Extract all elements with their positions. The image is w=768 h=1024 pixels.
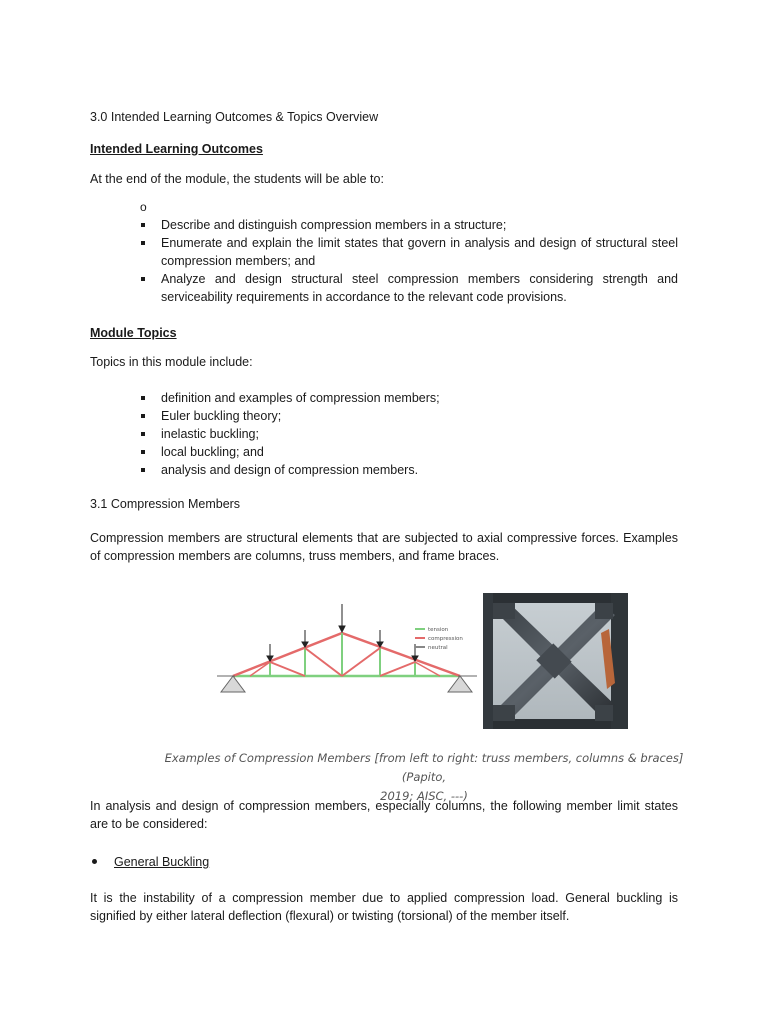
section-title: 3.0 Intended Learning Outcomes & Topics Overview [90,110,379,124]
limit-states-intro: In analysis and design of compression members, especially columns, the following member limit states are to be considered: [90,799,678,831]
truss-diagonal [342,648,380,676]
limit-state-item [90,853,209,871]
general-buckling-paragraph: It is the instability of a compression member due to applied compression load. General buckling is signified by either lateral deflection (flexural) or twisting (torsional) of the member itself. [90,891,678,923]
support-left [221,676,245,692]
caption-line-2: 2019; AISC, ---) [380,788,468,803]
truss-diagram [215,600,480,698]
section-31-paragraph: Compression members are structural elements that are subjected to axial compressive forces. Examples of compression members are columns, truss members, and frame braces. [90,531,678,563]
ilo-list [140,216,678,306]
truss-diagonal [380,662,415,676]
topics-list [140,389,678,479]
caption-line-1: Examples of Compression Members [from left to right: truss members, columns & braces] (Papito, [164,750,684,784]
topics-intro: Topics in this module include: [90,355,253,369]
list-item: definition and examples of compression members; [140,389,678,407]
stray-bullet: o [140,200,147,214]
truss-diagonal [305,648,342,676]
list-item: local buckling; and [140,443,678,461]
list-item: Euler buckling theory; [140,407,678,425]
list-item: analysis and design of compression members. [140,461,678,479]
bullet-dot [92,859,97,864]
truss-diagonal [270,662,305,676]
legend-neutral: neutral [428,645,448,651]
truss-legend [415,627,463,651]
topics-heading: Module Topics [90,326,177,340]
list-item: inelastic buckling; [140,425,678,443]
list-item: Analyze and design structural steel compression members considering strength and serviceability requirements in accordance to the relevant code provisions. [140,270,678,306]
limit-state-label: General Buckling [114,855,210,869]
ilo-intro: At the end of the module, the students will be able to: [90,172,384,186]
support-right [448,676,472,692]
list-item: Describe and distinguish compression members in a structure; [140,216,678,234]
legend-compression: compression [428,636,463,642]
list-item: Enumerate and explain the limit states that govern in analysis and design of structural steel compression members; and [140,234,678,270]
legend-tension: tension [428,627,449,633]
section-31-title: 3.1 Compression Members [90,497,241,511]
steel-bracing-photo [483,593,628,729]
ilo-heading: Intended Learning Outcomes [90,142,263,156]
